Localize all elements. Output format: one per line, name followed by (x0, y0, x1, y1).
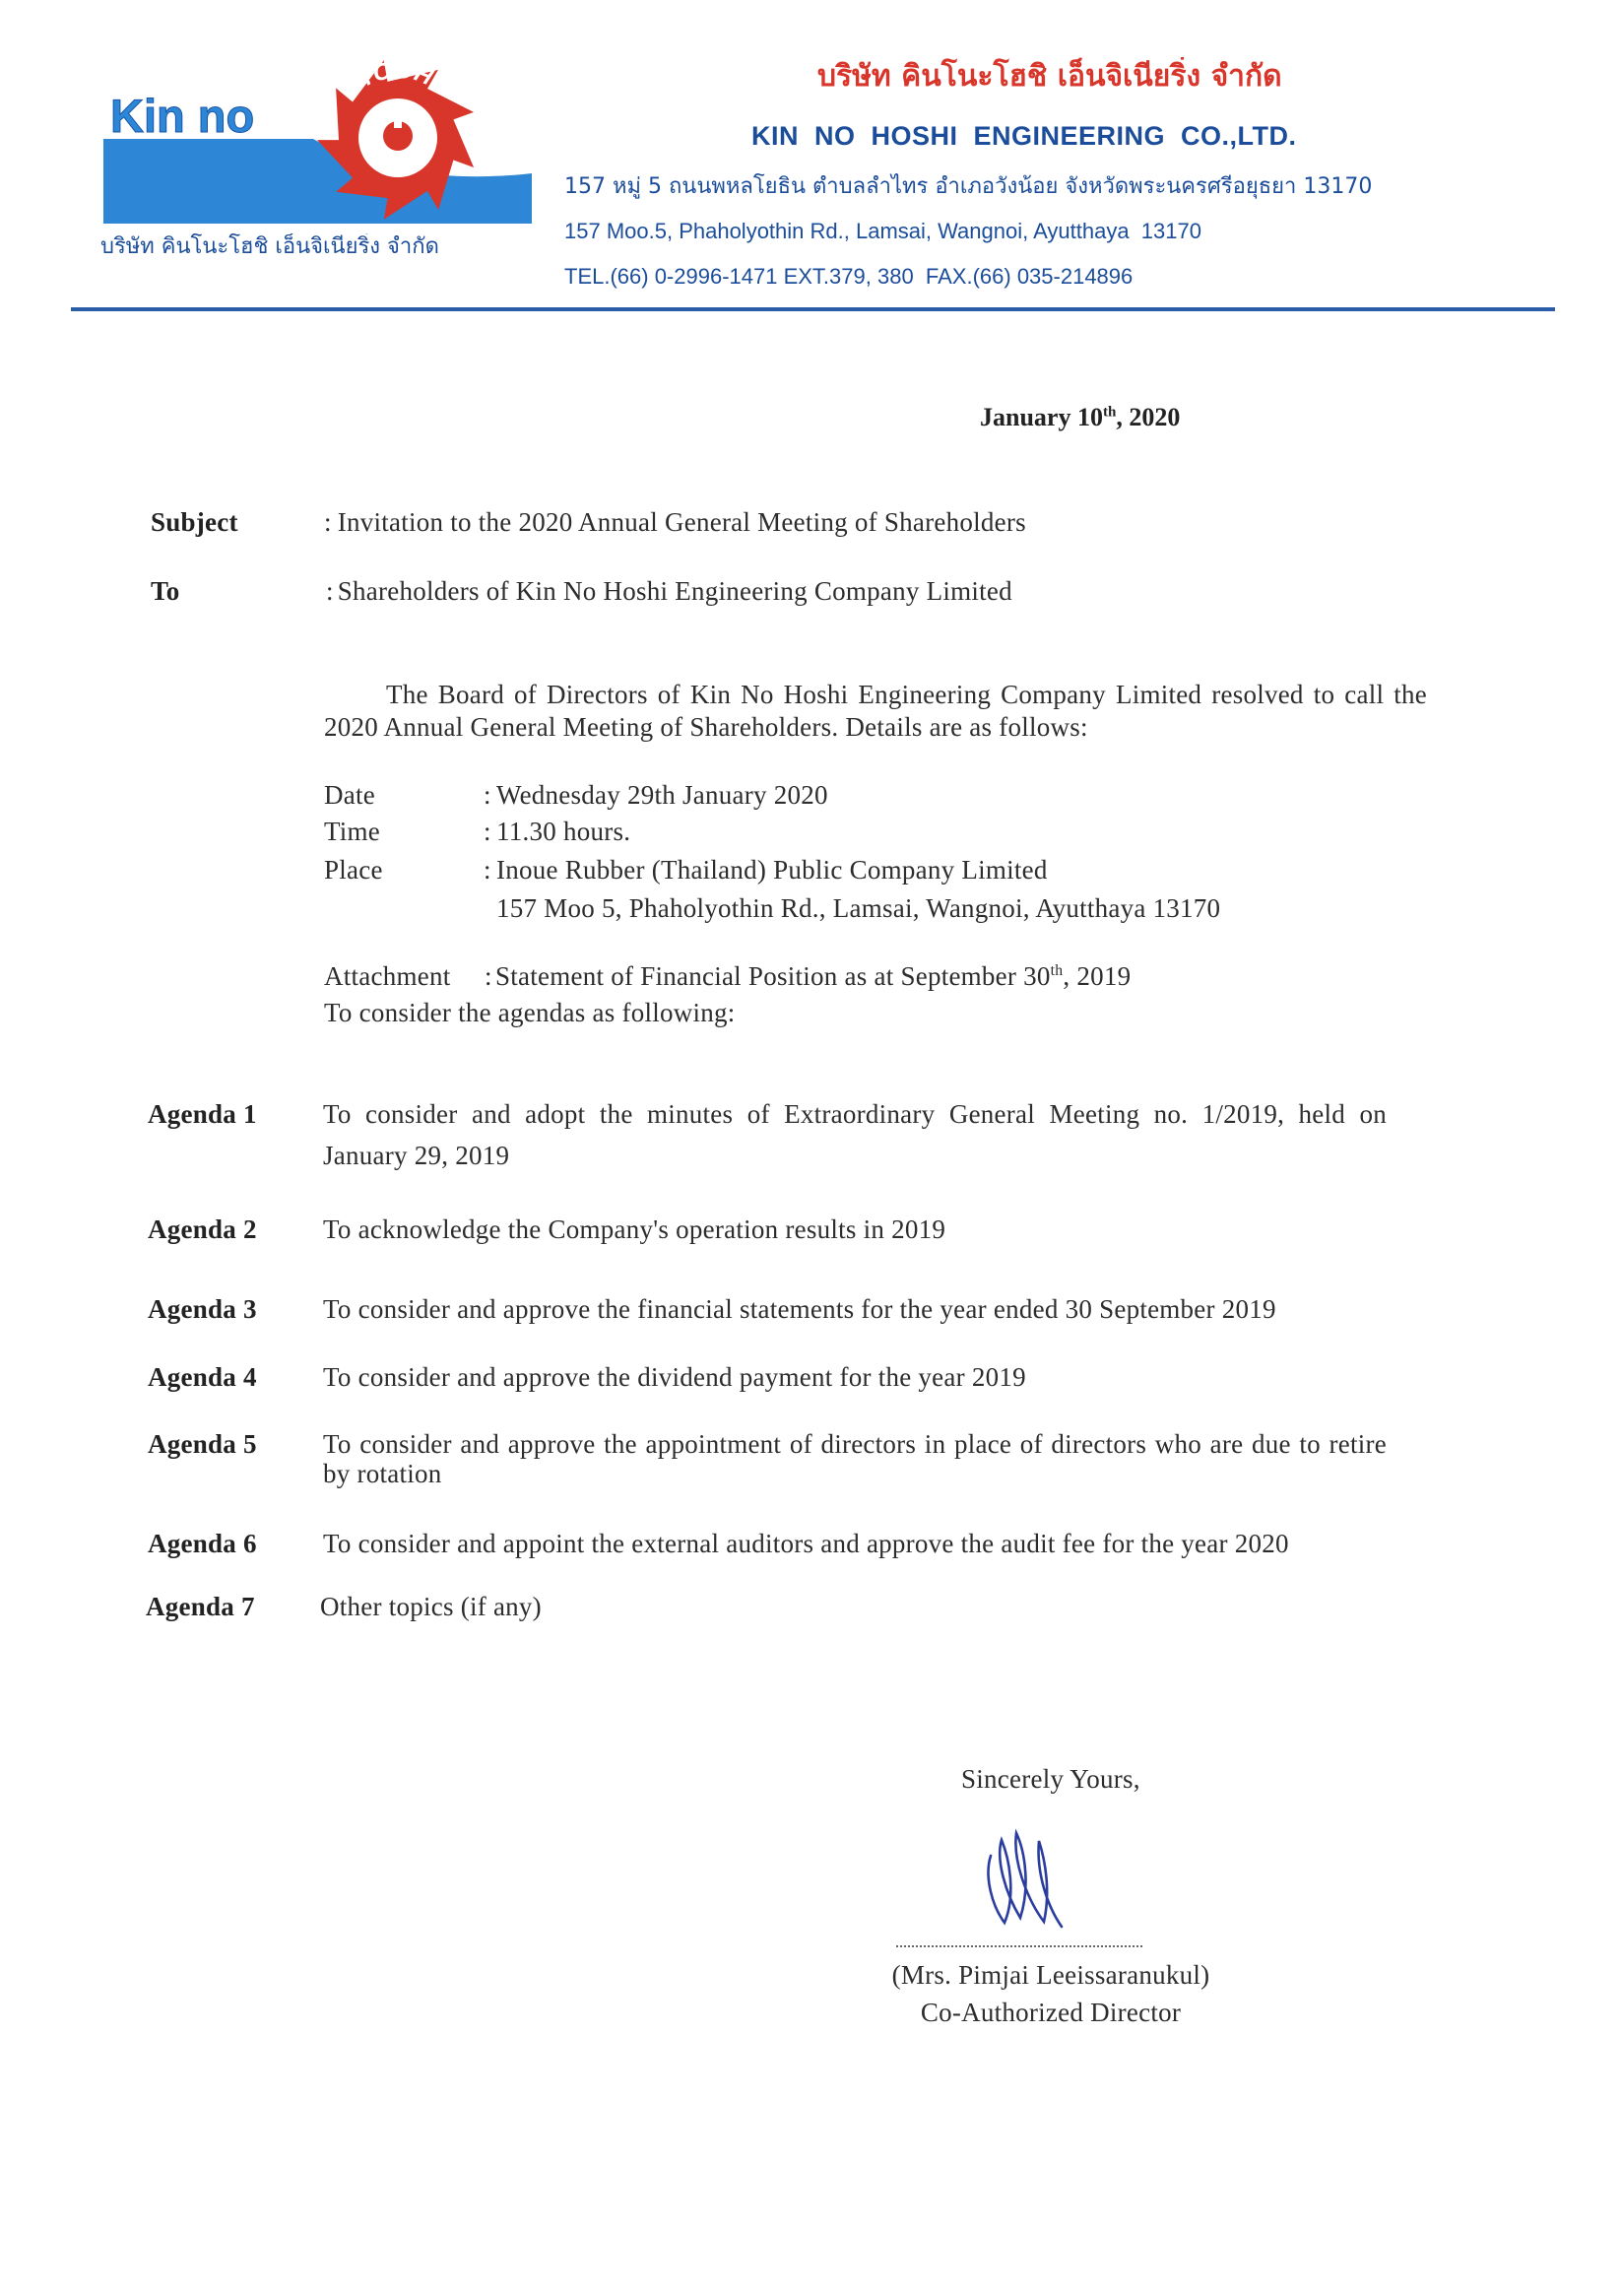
attachment-suffix: th (1050, 962, 1064, 979)
letter-date-main: January 10 (980, 403, 1103, 431)
detail-place-line-2: 157 Moo 5, Phaholyothin Rd., Lamsai, Wangnoi, Ayutthaya 13170 (496, 893, 1221, 923)
agenda-1-label: Agenda 1 (148, 1099, 257, 1129)
detail-place-line-1: Inoue Rubber (Thailand) Public Company Limited (496, 855, 1048, 885)
agenda-1-text-line-2: January 29, 2019 (323, 1141, 510, 1170)
agenda-6-text: To consider and appoint the external auditors and approve the audit fee for the year 2020 (323, 1529, 1289, 1558)
company-name-thai: บริษัท คินโนะโฮชิ เอ็นจิเนียริ่ง จำกัด (817, 59, 1282, 94)
letter-date-year: , 2020 (1116, 403, 1181, 431)
agenda-5-text-line-2: by rotation (323, 1459, 442, 1488)
attachment-year: , 2019 (1063, 961, 1132, 991)
attachment-text: Statement of Financial Position as at September 30 (495, 961, 1051, 991)
to-row (326, 574, 1012, 608)
agenda-5-text-line-1: To consider and approve the appointment of directors in place of directors who are due to retire (323, 1429, 1387, 1459)
logo-thai-name: บริษัท คินโนะโฮชิ เอ็นจิเนียริ่ง จำกัด (100, 234, 439, 259)
closing-salutation: Sincerely Yours, (961, 1764, 1140, 1794)
intro-line-2: 2020 Annual General Meeting of Shareholders. Details are as follows: (324, 712, 1088, 742)
company-name-english: KIN NO HOSHI ENGINEERING CO.,LTD. (751, 121, 1297, 151)
letter-date (980, 401, 1180, 434)
agenda-2-label: Agenda 2 (148, 1214, 257, 1244)
intro-line-1: The Board of Directors of Kin No Hoshi Engineering Company Limited resolved to call the (386, 680, 1427, 709)
agenda-7-label: Agenda 7 (146, 1592, 255, 1621)
agenda-1-text-line-1: To consider and adopt the minutes of Extraordinary General Meeting no. 1/2019, held on (323, 1099, 1387, 1129)
to-label: To (151, 576, 180, 606)
signature-stroke (989, 1833, 1062, 1927)
detail-time-label: Time (324, 817, 381, 846)
signature (965, 1822, 1083, 1940)
agenda-intro: To consider the agendas as following: (324, 998, 736, 1027)
detail-attachment-colon: : (485, 961, 492, 991)
detail-time-colon: : (484, 817, 491, 846)
logo-wordmark: Kin no (110, 90, 255, 142)
agenda-2-text: To acknowledge the Company's operation results in 2019 (323, 1214, 946, 1244)
company-contact: TEL.(66) 0-2996-1471 EXT.379, 380 FAX.(66) 035-214896 (564, 264, 1134, 289)
detail-place-colon: : (484, 855, 491, 885)
subject-colon: : (324, 507, 332, 537)
signatory-title: Co-Authorized Director (920, 1998, 1182, 2027)
subject-row (324, 505, 1026, 539)
detail-time-value: 11.30 hours. (496, 817, 631, 846)
detail-attachment-label: Attachment (324, 961, 451, 991)
letter-date-suffix: th (1102, 404, 1117, 421)
signatory-name: (Mrs. Pimjai Leeissaranukul) (891, 1960, 1210, 1990)
detail-date-colon: : (484, 780, 491, 810)
detail-attachment-value (495, 959, 1131, 993)
agenda-3-label: Agenda 3 (148, 1294, 257, 1324)
agenda-5-label: Agenda 5 (148, 1429, 257, 1459)
subject-value: Invitation to the 2020 Annual General Meeting of Shareholders (337, 507, 1026, 537)
header-rule (71, 307, 1555, 311)
subject-label: Subject (151, 507, 238, 537)
agenda-7-text: Other topics (if any) (320, 1592, 542, 1621)
to-value: Shareholders of Kin No Hoshi Engineering Company Limited (337, 576, 1012, 606)
company-address-thai: 157 หมู่ 5 ถนนพหลโยธิน ตำบลลำไทร อำเภอวังน้อย จังหวัดพระนครศรีอยุธยา 13170 (564, 174, 1373, 199)
logo-gear-keyway (394, 119, 402, 128)
to-colon: : (326, 576, 334, 606)
agenda-4-text: To consider and approve the dividend payment for the year 2019 (323, 1362, 1026, 1392)
agenda-4-label: Agenda 4 (148, 1362, 257, 1392)
logo-blue-swoosh (103, 139, 532, 224)
detail-place-label: Place (324, 855, 383, 885)
logo-gear-text: HOSHI (348, 56, 450, 97)
agenda-6-label: Agenda 6 (148, 1529, 257, 1558)
agenda-3-text: To consider and approve the financial statements for the year ended 30 September 2019 (323, 1294, 1276, 1324)
signature-line (896, 1945, 1142, 1947)
detail-date-label: Date (324, 780, 375, 810)
detail-date-value: Wednesday 29th January 2020 (496, 780, 828, 810)
company-address-english: 157 Moo.5, Phaholyothin Rd., Lamsai, Wangnoi, Ayutthaya 13170 (564, 219, 1201, 243)
